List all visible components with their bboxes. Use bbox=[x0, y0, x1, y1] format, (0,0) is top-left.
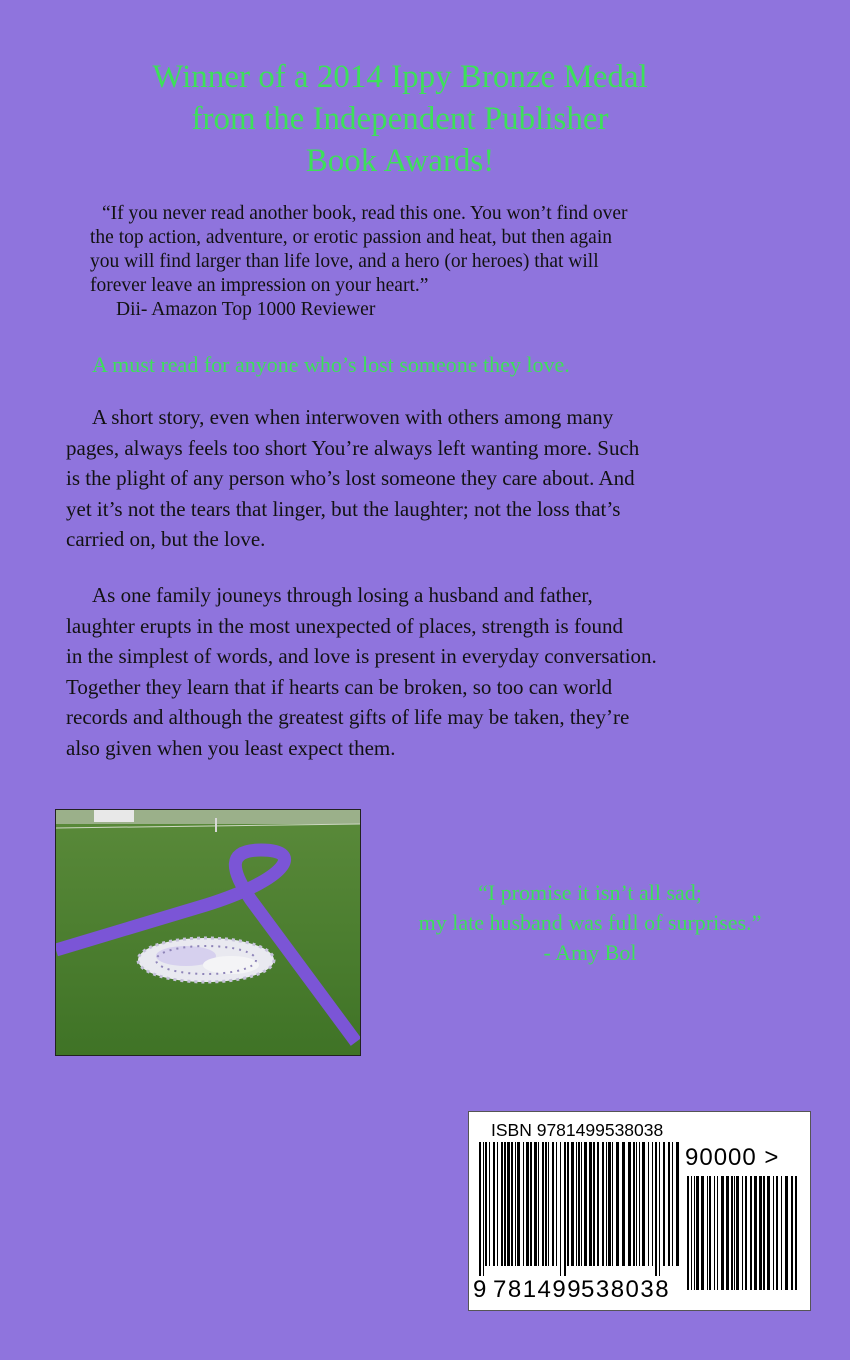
barcode-bar bbox=[676, 1142, 679, 1266]
review-line: “If you never read another book, read this one. You won’t find over bbox=[102, 203, 628, 224]
review-quote bbox=[90, 202, 780, 322]
barcode-bar bbox=[584, 1142, 587, 1266]
barcode-bar bbox=[576, 1142, 577, 1266]
award-line: from the Independent Publisher bbox=[191, 101, 609, 137]
barcode-bar bbox=[608, 1142, 611, 1266]
review-line: you will find larger than life love, and a hero (or heroes) that will bbox=[90, 251, 599, 272]
barcode-bar bbox=[633, 1142, 635, 1266]
barcode-bar bbox=[485, 1142, 487, 1266]
barcode-bar bbox=[501, 1142, 503, 1266]
price-bars bbox=[685, 1176, 800, 1300]
barcode-bar bbox=[717, 1176, 718, 1290]
synopsis-line: in the simplest of words, and love is present in everyday conversation. bbox=[66, 644, 657, 668]
price-code: 90000 > bbox=[685, 1144, 780, 1171]
barcode-bar bbox=[736, 1176, 739, 1290]
crowd-of-people bbox=[138, 938, 274, 982]
barcode-bar bbox=[734, 1176, 735, 1290]
author-quote-line: “I promise it isn’t all sad; bbox=[478, 880, 702, 905]
barcode-bar bbox=[672, 1142, 673, 1266]
barcode-bar bbox=[507, 1142, 510, 1266]
barcode-bar bbox=[636, 1142, 637, 1266]
barcode-bar bbox=[530, 1142, 532, 1266]
barcode-bar bbox=[526, 1142, 529, 1266]
barcode-bar bbox=[781, 1176, 782, 1290]
barcode-bar bbox=[694, 1176, 695, 1290]
synopsis-paragraph-2 bbox=[66, 580, 786, 763]
review-line: forever leave an impression on your heart.” bbox=[90, 275, 429, 296]
barcode-bar bbox=[612, 1142, 613, 1266]
barcode-bar bbox=[759, 1176, 762, 1290]
barcode-bar bbox=[548, 1142, 549, 1266]
isbn-digits-right: 538038 bbox=[581, 1276, 671, 1303]
barcode-bar bbox=[511, 1142, 513, 1266]
barcode-bar bbox=[701, 1176, 704, 1290]
barcode-bar bbox=[564, 1142, 566, 1276]
barcode-bar bbox=[721, 1176, 724, 1290]
barcode-bar bbox=[571, 1142, 574, 1266]
synopsis-line: also given when you least expect them. bbox=[66, 735, 396, 760]
background-building bbox=[94, 810, 134, 822]
barcode-bar bbox=[567, 1142, 569, 1266]
synopsis-line: is the plight of any person who’s lost someone they care about. And bbox=[66, 466, 635, 490]
review-line: the top action, adventure, or erotic passion and heat, but then again bbox=[90, 227, 612, 248]
barcode-bar bbox=[652, 1142, 653, 1266]
barcode-bar bbox=[515, 1142, 516, 1266]
barcode-bar bbox=[589, 1142, 592, 1266]
synopsis-line: pages, always feels too short You’re always left wanting more. Such bbox=[66, 435, 640, 460]
barcode-bar bbox=[663, 1142, 665, 1266]
barcode-bar bbox=[602, 1142, 604, 1266]
synopsis-paragraph-1 bbox=[66, 402, 786, 555]
barcode-bar bbox=[655, 1142, 657, 1276]
synopsis-line: As one family jouneys through losing a husband and father, bbox=[92, 583, 593, 607]
synopsis-line: yet it’s not the tears that linger, but the laughter; not the loss that’s bbox=[66, 496, 621, 521]
barcode-bar bbox=[523, 1142, 524, 1266]
barcode-bar bbox=[606, 1142, 607, 1266]
barcode-bar bbox=[552, 1142, 554, 1266]
photo-illustration bbox=[56, 810, 360, 1055]
barcode-bar bbox=[726, 1176, 729, 1290]
barcode-bar bbox=[538, 1142, 539, 1266]
barcode-bar bbox=[479, 1142, 481, 1276]
author-quote bbox=[372, 878, 808, 968]
barcode-bar bbox=[628, 1142, 631, 1266]
review-attribution: Dii- Amazon Top 1000 Reviewer bbox=[116, 299, 376, 320]
barcode-bar bbox=[709, 1176, 711, 1290]
tagline: A must read for anyone who’s lost someone they love. bbox=[92, 352, 570, 377]
barcode-bar bbox=[791, 1176, 793, 1290]
synopsis-line: A short story, even when interwoven with others among many bbox=[92, 405, 614, 429]
barcode-bar bbox=[622, 1142, 625, 1266]
barcode-bar bbox=[668, 1142, 670, 1266]
ribbon-field-photo bbox=[55, 809, 361, 1056]
barcode-bar bbox=[687, 1176, 689, 1290]
synopsis-line: carried on, but the love. bbox=[66, 527, 266, 551]
barcode-bar bbox=[763, 1176, 765, 1290]
barcode-bar bbox=[597, 1142, 599, 1266]
author-quote-attribution: - Amy Bol bbox=[543, 940, 637, 965]
isbn-digit-first: 9 bbox=[473, 1276, 487, 1303]
barcode-bar bbox=[785, 1176, 788, 1290]
barcode-bar bbox=[504, 1142, 506, 1266]
barcode-bar bbox=[542, 1142, 544, 1266]
barcode-bar bbox=[754, 1176, 757, 1290]
synopsis-line: laughter erupts in the most unexpected of places, strength is found bbox=[66, 613, 623, 638]
barcode-bar bbox=[776, 1176, 778, 1290]
barcode-bar bbox=[773, 1176, 774, 1290]
barcode-bar bbox=[578, 1142, 580, 1266]
barcode-bar bbox=[731, 1176, 733, 1290]
barcode-bar bbox=[493, 1142, 495, 1266]
barcode-bar bbox=[483, 1142, 484, 1276]
barcode-bar bbox=[750, 1176, 752, 1290]
isbn-barcode bbox=[468, 1111, 811, 1311]
isbn-digits-left: 781499 bbox=[493, 1276, 583, 1303]
barcode-bar bbox=[642, 1142, 645, 1266]
barcode-bar bbox=[581, 1142, 582, 1266]
barcode-bar bbox=[517, 1142, 520, 1266]
barcode-bar bbox=[767, 1176, 770, 1290]
barcode-bar bbox=[696, 1176, 699, 1290]
barcode-bar bbox=[616, 1142, 619, 1266]
barcode-bar bbox=[545, 1142, 547, 1266]
barcode-bar bbox=[489, 1142, 490, 1266]
barcode-bar bbox=[707, 1176, 708, 1290]
barcode-bar bbox=[742, 1176, 743, 1290]
barcode-bar bbox=[648, 1142, 649, 1266]
synopsis-line: records and although the greatest gifts of life may be taken, they’re bbox=[66, 705, 630, 729]
barcode-bar bbox=[556, 1142, 557, 1266]
author-quote-line: my late husband was full of surprises.” bbox=[418, 910, 762, 935]
barcode-bar bbox=[691, 1176, 692, 1290]
award-heading bbox=[60, 56, 740, 182]
award-line: Winner of a 2014 Ippy Bronze Medal bbox=[152, 59, 648, 95]
synopsis-line: Together they learn that if hearts can be broken, so too can world bbox=[66, 674, 613, 699]
barcode-bar bbox=[795, 1176, 797, 1290]
barcode-bar bbox=[497, 1142, 498, 1266]
isbn-label: ISBN 9781499538038 bbox=[491, 1120, 664, 1140]
barcode-bar bbox=[659, 1142, 660, 1276]
award-line: Book Awards! bbox=[305, 143, 495, 179]
barcode-bar bbox=[593, 1142, 595, 1266]
barcode-bar bbox=[745, 1176, 747, 1290]
ean-bars bbox=[477, 1142, 682, 1276]
barcode-bar bbox=[639, 1142, 640, 1266]
barcode-bar bbox=[714, 1176, 715, 1290]
barcode-bar bbox=[534, 1142, 537, 1266]
barcode-bar bbox=[560, 1142, 561, 1276]
